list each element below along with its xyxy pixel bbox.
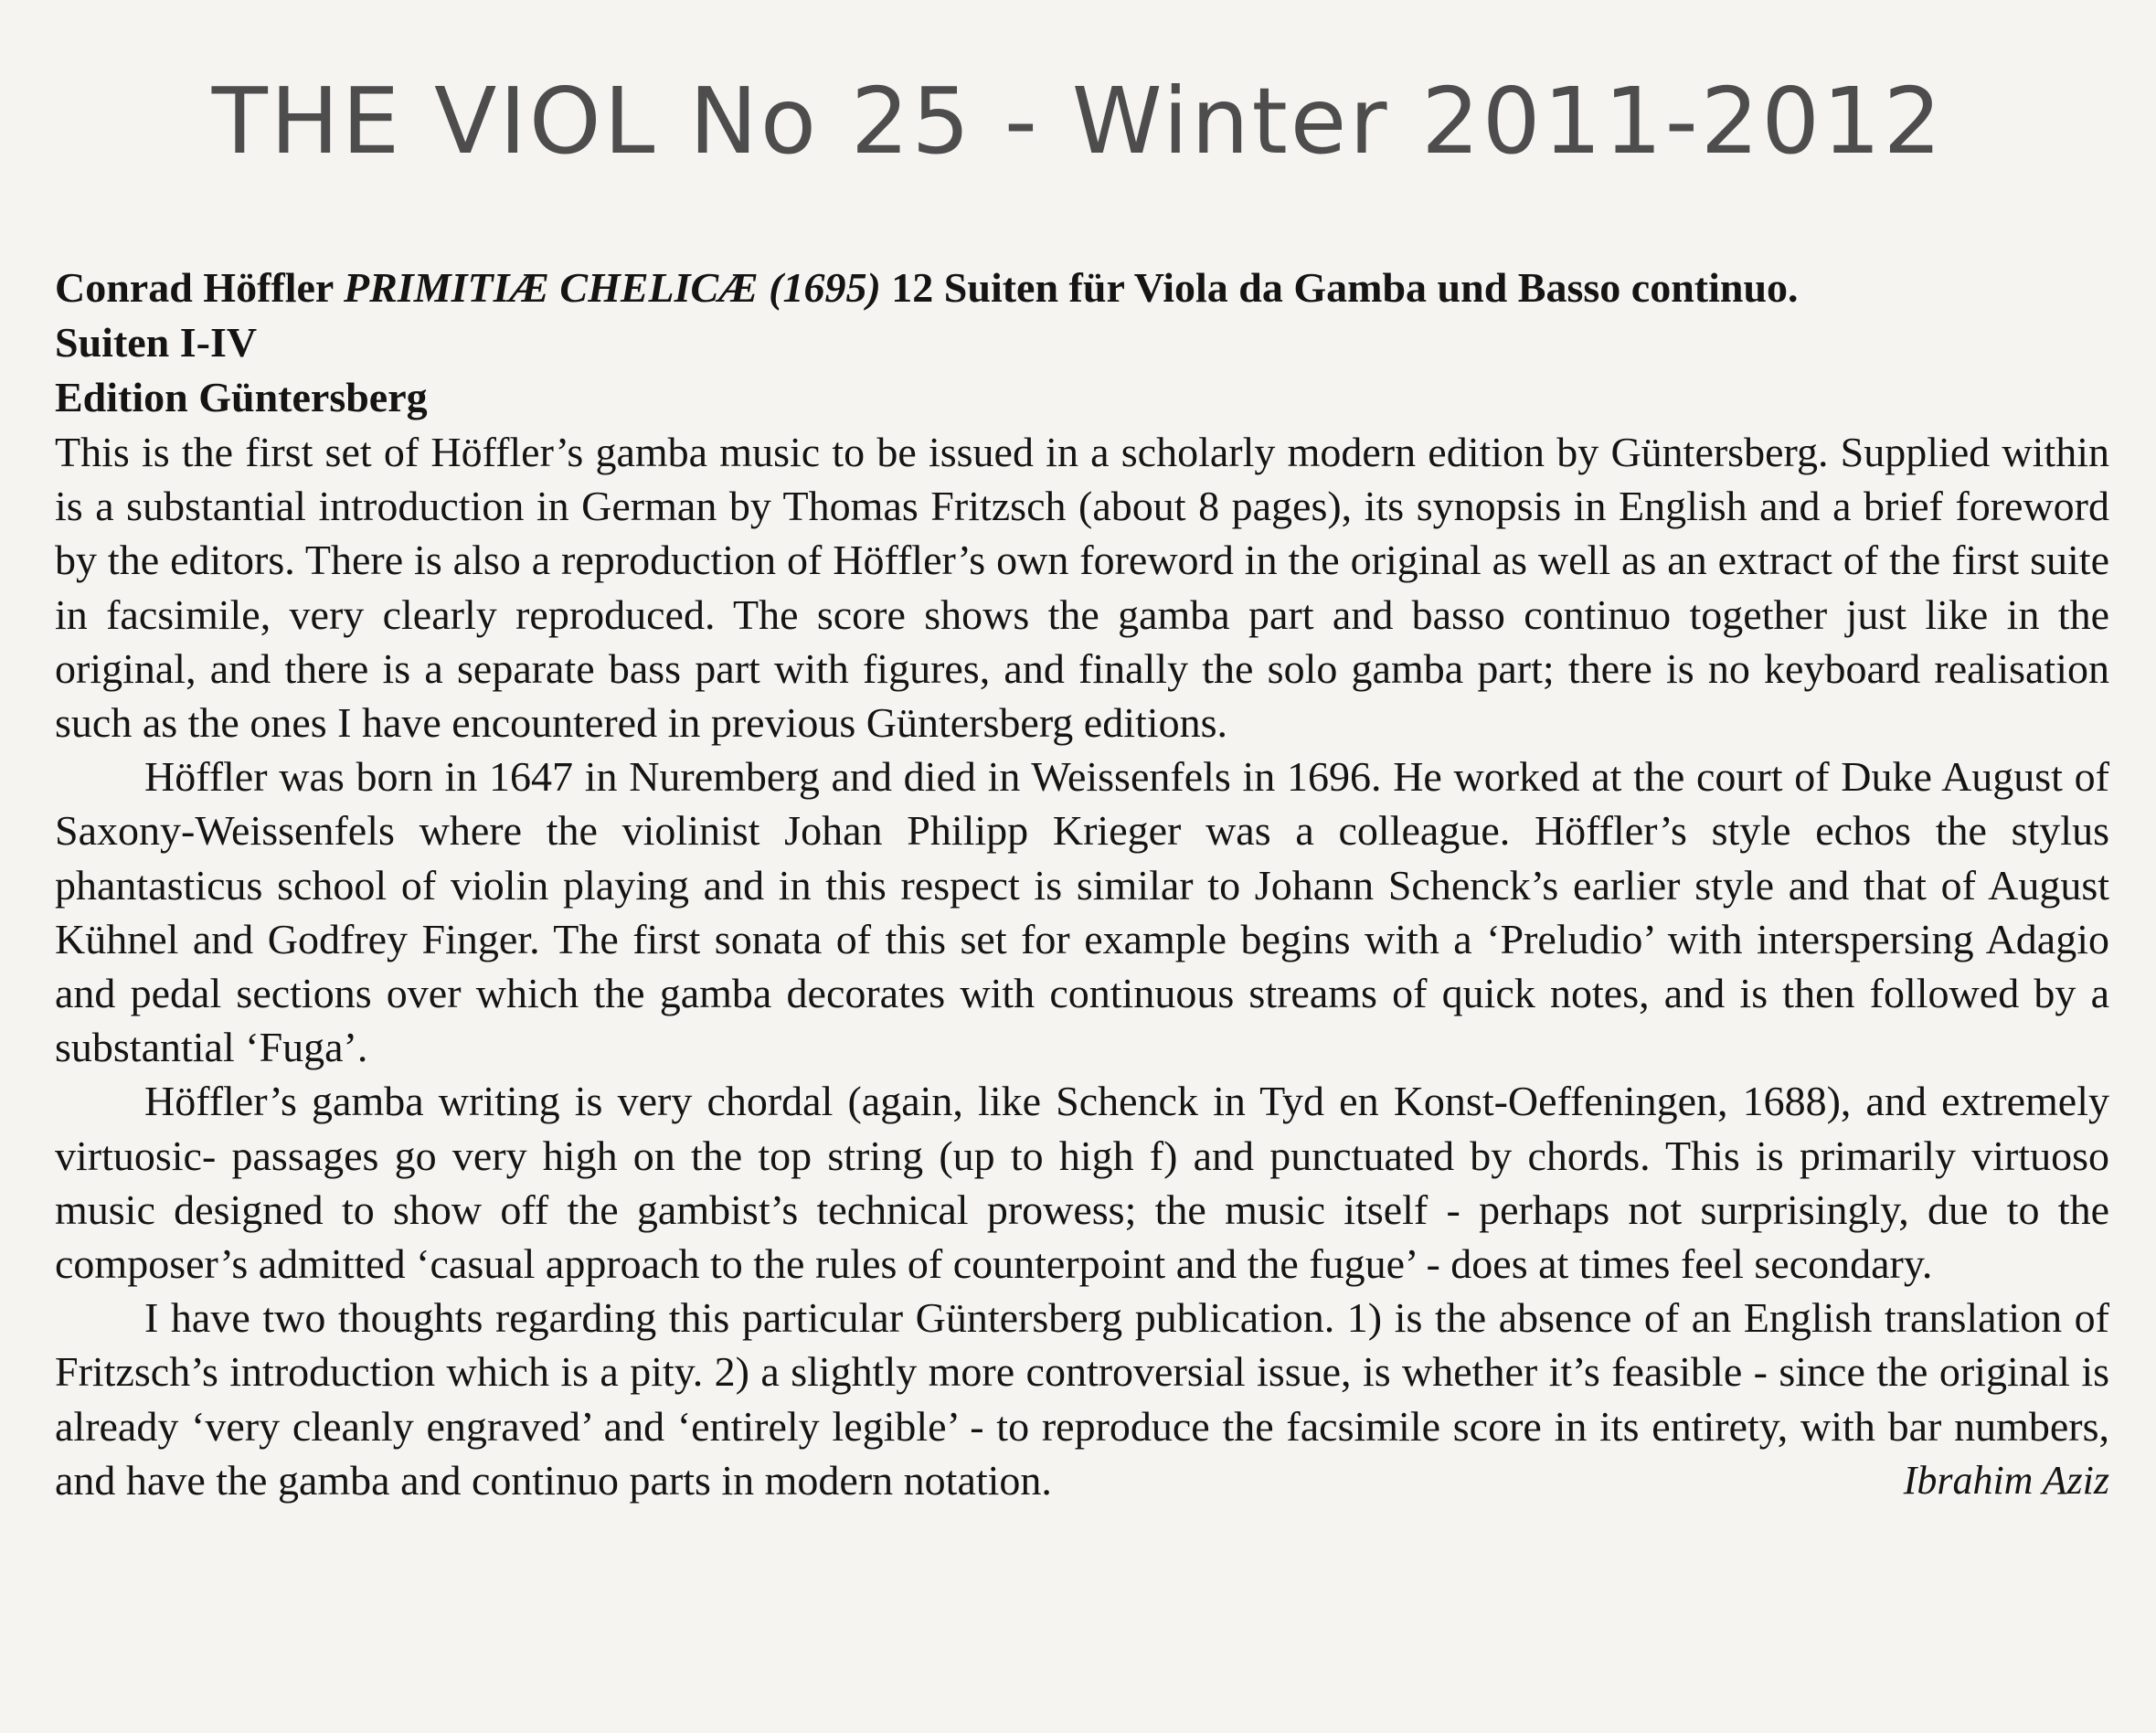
review-paragraph-3: Höffler’s gamba writing is very chordal (again, like Schenck in Tyd en Konst-Oeffeningen, 1688), and extremely virtuosic- passages go very high on the top string (up to high f) and punctuated by chords. This is primarily virtuoso music designed to show off the gambist’s technical prowess; the music itself - perhaps not surprisingly, due to the composer’s admitted ‘casual approach to the rules of counterpoint and the fugue’ - does at times feel secondary.: [55, 1078, 2109, 1288]
work-title: PRIMITIÆ CHELICÆ (1695): [344, 264, 881, 311]
heading-line-title: [55, 260, 2109, 315]
work-subtitle: 12 Suiten für Viola da Gamba und Basso continuo.: [880, 264, 1799, 311]
review-paragraph-2: Höffler was born in 1647 in Nuremberg and died in Weissenfels in 1696. He worked at the court of Duke August of Saxony-Weissenfels where the violinist Johan Philipp Krieger was a colleague. Höffler’s style echos the stylus phantasticus school of violin playing and in this respect is similar to Johann Schenck’s earlier style and that of August Kühnel and Godfrey Finger. The first sonata of this set for example begins with a ‘Preludio’ with interspersing Adagio and pedal sections over which the gamba decorates with continuous streams of quick notes, and is then followed by a substantial ‘Fuga’.: [55, 753, 2109, 1071]
page-header: [0, 68, 2156, 175]
review-author: Ibrahim Aziz: [1903, 1457, 2109, 1503]
publisher-line: Edition Güntersberg: [55, 374, 428, 420]
review-paragraph-1: This is the first set of Höffler’s gamba music to be issued in a scholarly modern edition by Güntersberg. Supplied within is a substantial introduction in German by Thomas Fritzsch (about 8 pages), its synopsis in English and a brief foreword by the editors. There is also a reproduction of Höffler’s own foreword in the original as well as an extract of the first suite in facsimile, very clearly reproduced. The score shows the gamba part and basso continuo together just like in the original, and there is a separate bass part with figures, and finally the solo gamba part; there is no keyboard realisation such as the ones I have encountered in previous Güntersberg editions.: [55, 429, 2109, 747]
journal-title: THE VIOL No 25 - Winter 2011-2012: [211, 68, 1945, 175]
volume-line: Suiten I-IV: [55, 319, 258, 366]
composer-name: Conrad Höffler: [55, 264, 345, 311]
review-article: [55, 260, 2109, 1507]
review-heading: [55, 260, 2109, 425]
closing-paragraph-row: [55, 1291, 2109, 1507]
review-paragraph-4: I have two thoughts regarding this particular Güntersberg publication. 1) is the absence of an English translation of Fritzsch’s introduction which is a pity. 2) a slightly more controversial issue, is whether it’s feasible - since the original is already ‘very cleanly engraved’ and ‘entirely legible’ - to reproduce the facsimile score in its entirety, with bar numbers, and have the gamba and continuo parts in modern notation.: [55, 1294, 2109, 1504]
